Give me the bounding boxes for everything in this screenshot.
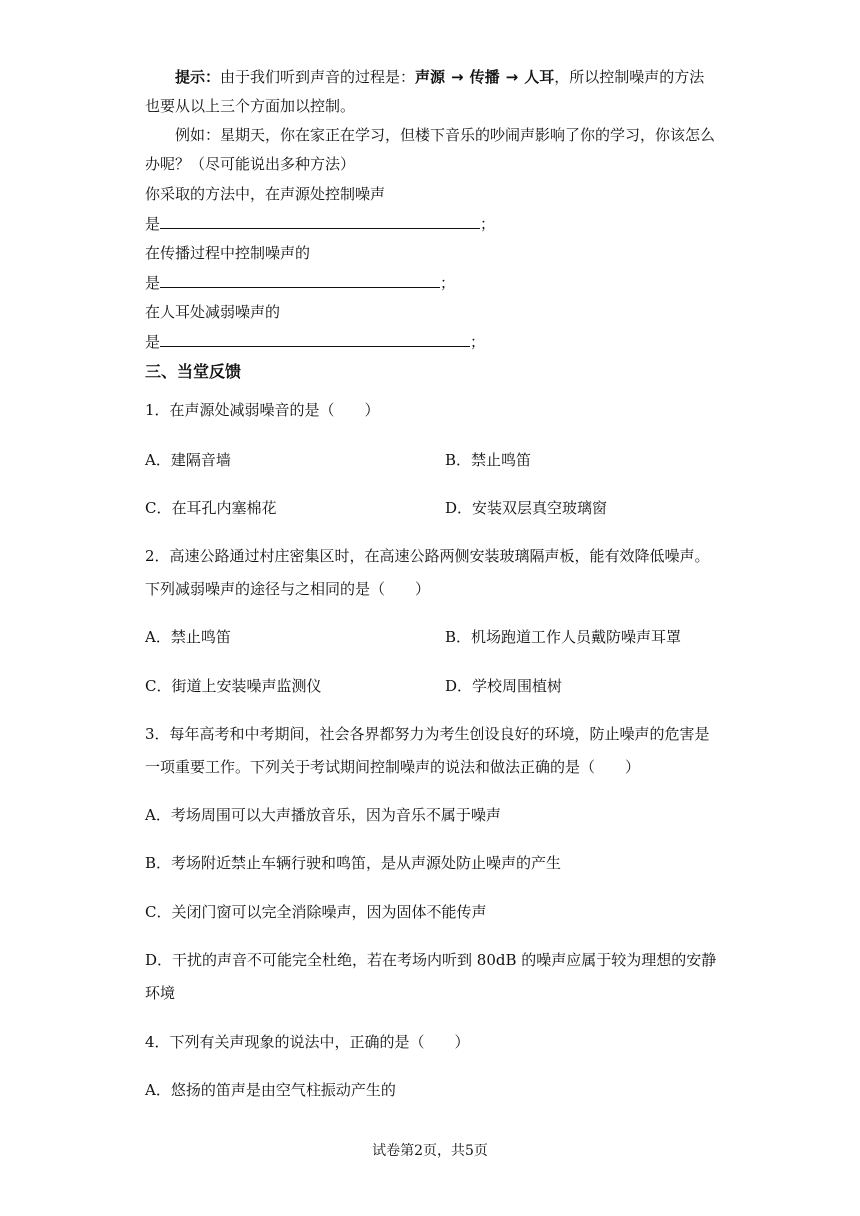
section-title: 三、当堂反馈 (145, 362, 242, 381)
fill-end: ； (470, 333, 486, 351)
hint-text-1: 由于我们听到声音的过程是： (220, 68, 416, 86)
question-3-option-b[interactable]: B．考场附近禁止车辆行驶和鸣笛，是从声源处防止噪声的产生 (145, 854, 562, 872)
question-2-option-d[interactable]: D．学校周围植树 (445, 677, 563, 695)
fill-end: ； (440, 274, 456, 292)
fill-question-propagation: 在传播过程中控制噪声的 (145, 244, 311, 262)
fill-prefix: 是 (145, 274, 161, 292)
hint-line-1 (175, 67, 704, 87)
hint-keyword-ear: 人耳 (524, 68, 555, 86)
answer-blank-source[interactable] (160, 214, 480, 229)
fill-prefix: 是 (145, 215, 161, 233)
question-1-option-c[interactable]: C．在耳孔内塞棉花 (145, 499, 277, 517)
fill-question-ear: 在人耳处减弱噪声的 (145, 303, 281, 321)
hint-line-2: 也要从以上三个方面加以控制。 (145, 97, 356, 115)
question-1-stem: 1．在声源处减弱噪音的是（ ） (145, 401, 380, 419)
question-4-option-a[interactable]: A．悠扬的笛声是由空气柱振动产生的 (145, 1081, 396, 1099)
question-2-stem-line-2: 下列减弱噪声的途径与之相同的是（ ） (145, 580, 431, 598)
fill-answer-propagation (145, 273, 455, 293)
question-1-option-d[interactable]: D．安装双层真空玻璃窗 (445, 499, 608, 517)
question-1-option-a[interactable]: A．建隔音墙 (145, 451, 231, 469)
fill-end: ； (480, 215, 496, 233)
question-2-stem-line-1: 2．高速公路通过村庄密集区时，在高速公路两侧安装玻璃隔声板，能有效降低噪声。 (145, 547, 710, 565)
example-line-2: 办呢？（尽可能说出多种方法） (145, 155, 356, 173)
example-line-1: 例如：星期天，你在家正在学习，但楼下音乐的吵闹声影响了你的学习，你该怎么 (175, 126, 716, 144)
answer-blank-propagation[interactable] (160, 273, 440, 288)
answer-blank-ear[interactable] (160, 332, 470, 347)
question-3-stem-line-1: 3．每年高考和中考期间，社会各界都努力为考生创设良好的环境，防止噪声的危害是 (145, 725, 710, 743)
question-3-option-d-continued: 环境 (145, 984, 176, 1002)
question-2-option-c[interactable]: C．街道上安装噪声监测仪 (145, 677, 322, 695)
question-3-stem-line-2: 一项重要工作。下列关于考试期间控制噪声的说法和做法正确的是（ ） (145, 758, 641, 776)
fill-answer-source (145, 214, 495, 234)
question-1-option-b[interactable]: B．禁止鸣笛 (445, 451, 532, 469)
hint-label: 提示： (175, 68, 221, 86)
question-3-option-a[interactable]: A．考场周围可以大声播放音乐，因为音乐不属于噪声 (145, 806, 501, 824)
question-3-option-c[interactable]: C．关闭门窗可以完全消除噪声，因为固体不能传声 (145, 903, 487, 921)
question-3-option-d[interactable]: D．干扰的声音不可能完全杜绝，若在考场内听到 80dB 的噪声应属于较为理想的安静 (145, 951, 717, 969)
hint-keyword-source: 声源 (415, 68, 446, 86)
arrow-icon: → (451, 68, 464, 86)
fill-question-source: 你采取的方法中，在声源处控制噪声 (145, 185, 386, 203)
hint-keyword-propagation: 传播 (469, 68, 500, 86)
page-footer: 试卷第2页，共5页 (372, 1143, 488, 1159)
question-2-option-a[interactable]: A．禁止鸣笛 (145, 628, 231, 646)
question-4-stem: 4．下列有关声现象的说法中，正确的是（ ） (145, 1033, 470, 1051)
fill-answer-ear (145, 332, 485, 352)
arrow-icon: → (505, 68, 519, 86)
fill-prefix: 是 (145, 333, 161, 351)
hint-text-2: ，所以控制噪声的方法 (554, 68, 705, 86)
question-2-option-b[interactable]: B．机场跑道工作人员戴防噪声耳罩 (445, 628, 682, 646)
